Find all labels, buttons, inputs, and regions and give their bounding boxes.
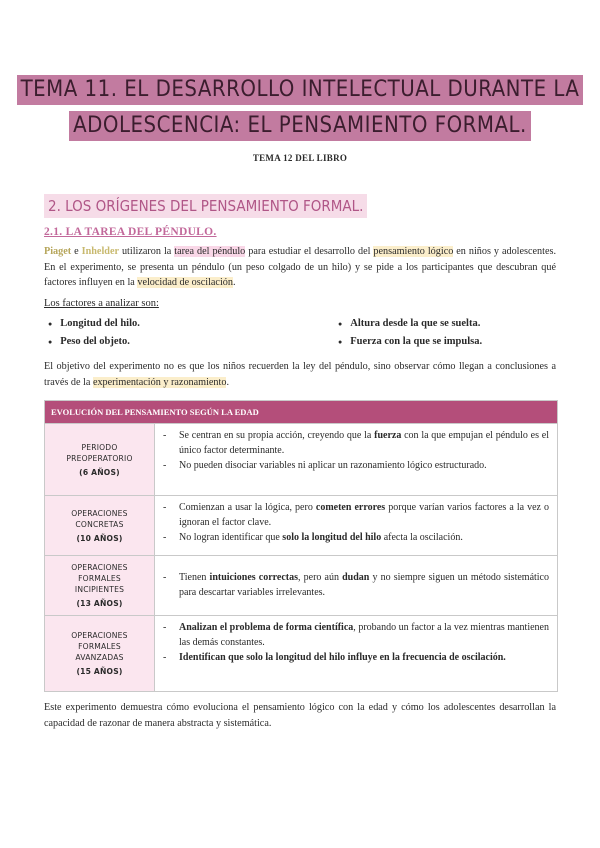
highlight: experimentación y razonamiento <box>92 376 227 388</box>
stage-label: PERIODO PREOPERATORIO <box>66 442 133 463</box>
list-item: - Tienen intuiciones correctas, pero aún dudan y no siempre siguen un método sistemático para descartar variables irrelevantes. <box>163 572 549 598</box>
bullet-icon: ● <box>338 320 343 328</box>
stage-cell <box>45 496 155 555</box>
stage-cell <box>45 424 155 495</box>
list-item: - Comienzan a usar la lógica, pero cometen errores porque varían varios factores a la vez o ignoran el factor clave. <box>163 502 550 528</box>
intro-text: . <box>232 277 236 288</box>
intro-text: para estudiar el desarrollo del <box>245 246 374 257</box>
factor-label: Peso del objeto. <box>60 336 130 347</box>
evolution-table <box>44 400 558 692</box>
objective-text: . <box>226 376 229 388</box>
table-row <box>45 423 557 495</box>
factor-label: Longitud del hilo. <box>60 318 140 329</box>
factors-list-left <box>48 315 140 351</box>
stage-age: (13 AÑOS) <box>76 599 123 608</box>
list-item <box>48 315 140 333</box>
description-cell <box>155 424 557 495</box>
highlight: pensamiento lógico <box>373 246 454 257</box>
stage-cell <box>45 616 155 691</box>
table-header: EVOLUCIÓN DEL PENSAMIENTO SEGÚN LA EDAD <box>45 401 557 423</box>
factors-label: Los factores a analizar son: <box>44 298 159 309</box>
stage-age: (6 AÑOS) <box>79 467 120 477</box>
description-cell <box>155 556 557 615</box>
stage-label: OPERACIONES FORMALES AVANZADAS <box>71 631 128 662</box>
list-item <box>48 333 140 351</box>
bullet-icon: ● <box>338 338 343 346</box>
intro-text: en niños y adolescentes. En el experimento, se presenta un péndulo (un peso colgado de un hilo) y se pide a los participantes que descubran qué factores influyen en la <box>44 246 556 288</box>
table-row <box>45 495 557 555</box>
intro-text: utilizaron la <box>118 246 175 257</box>
stage-age: (10 AÑOS) <box>76 533 123 543</box>
name-inhelder: Inhelder <box>81 246 119 257</box>
factor-label: Fuerza con la que se impulsa. <box>350 336 483 347</box>
list-item: - Analizan el problema de forma científica, probando un factor a la vez mientras mantienen las demás constantes. <box>163 622 549 648</box>
list-item: - No pueden disociar variables ni aplicar un razonamiento lógico estructurado. <box>163 460 487 471</box>
factor-label: Altura desde la que se suelta. <box>350 318 481 329</box>
conclusion-paragraph: Este experimento demuestra cómo evoluciona el pensamiento lógico con la edad y cómo los adolescentes desarrollan la capacidad de razonar de manera abstracta y sistemática. <box>44 702 556 729</box>
list-item <box>338 333 482 351</box>
description-cell <box>155 616 557 691</box>
stage-label: OPERACIONES FORMALES INCIPIENTES <box>71 563 128 594</box>
intro-paragraph <box>44 244 556 291</box>
intro-text: e <box>71 246 82 257</box>
objective-text: El objetivo del experimento no es que los niños recuerden la ley del péndulo, sino observar cómo llegan a conclusiones a través de la <box>44 361 556 388</box>
name-piaget: Piaget <box>44 246 72 257</box>
list-item: - Se centran en su propia acción, creyendo que la fuerza con la que empujan el péndulo es el único factor determinante. <box>163 430 549 456</box>
bullet-icon: ● <box>48 320 53 328</box>
title-line-1: TEMA 11. EL DESARROLLO INTELECTUAL DURANTE LA <box>17 75 584 105</box>
subtitle: TEMA 12 DEL LIBRO <box>252 153 348 163</box>
section-heading: 2. LOS ORÍGENES DEL PENSAMIENTO FORMAL. <box>44 194 367 218</box>
factors-list-right <box>338 315 482 351</box>
title-line-2: ADOLESCENCIA: EL PENSAMIENTO FORMAL. <box>69 111 531 141</box>
stage-label: OPERACIONES CONCRETAS <box>71 508 128 529</box>
highlight: tarea del péndulo <box>174 246 246 257</box>
stage-cell <box>45 556 155 615</box>
table-row <box>45 615 557 691</box>
list-item: - Identifican que solo la longitud del hilo influye en la frecuencia de oscilación. <box>163 652 506 663</box>
page-title <box>0 72 600 144</box>
bullet-icon: ● <box>48 338 53 346</box>
list-item: - No logran identificar que solo la longitud del hilo afecta la oscilación. <box>163 532 463 543</box>
table-row <box>45 555 557 615</box>
list-item <box>338 315 482 333</box>
objective-paragraph <box>44 359 556 390</box>
description-cell <box>155 496 557 555</box>
highlight: velocidad de oscilación <box>137 277 233 288</box>
stage-age: (15 AÑOS) <box>76 667 123 676</box>
subsection-heading: 2.1. LA TAREA DEL PÉNDULO. <box>44 226 217 238</box>
